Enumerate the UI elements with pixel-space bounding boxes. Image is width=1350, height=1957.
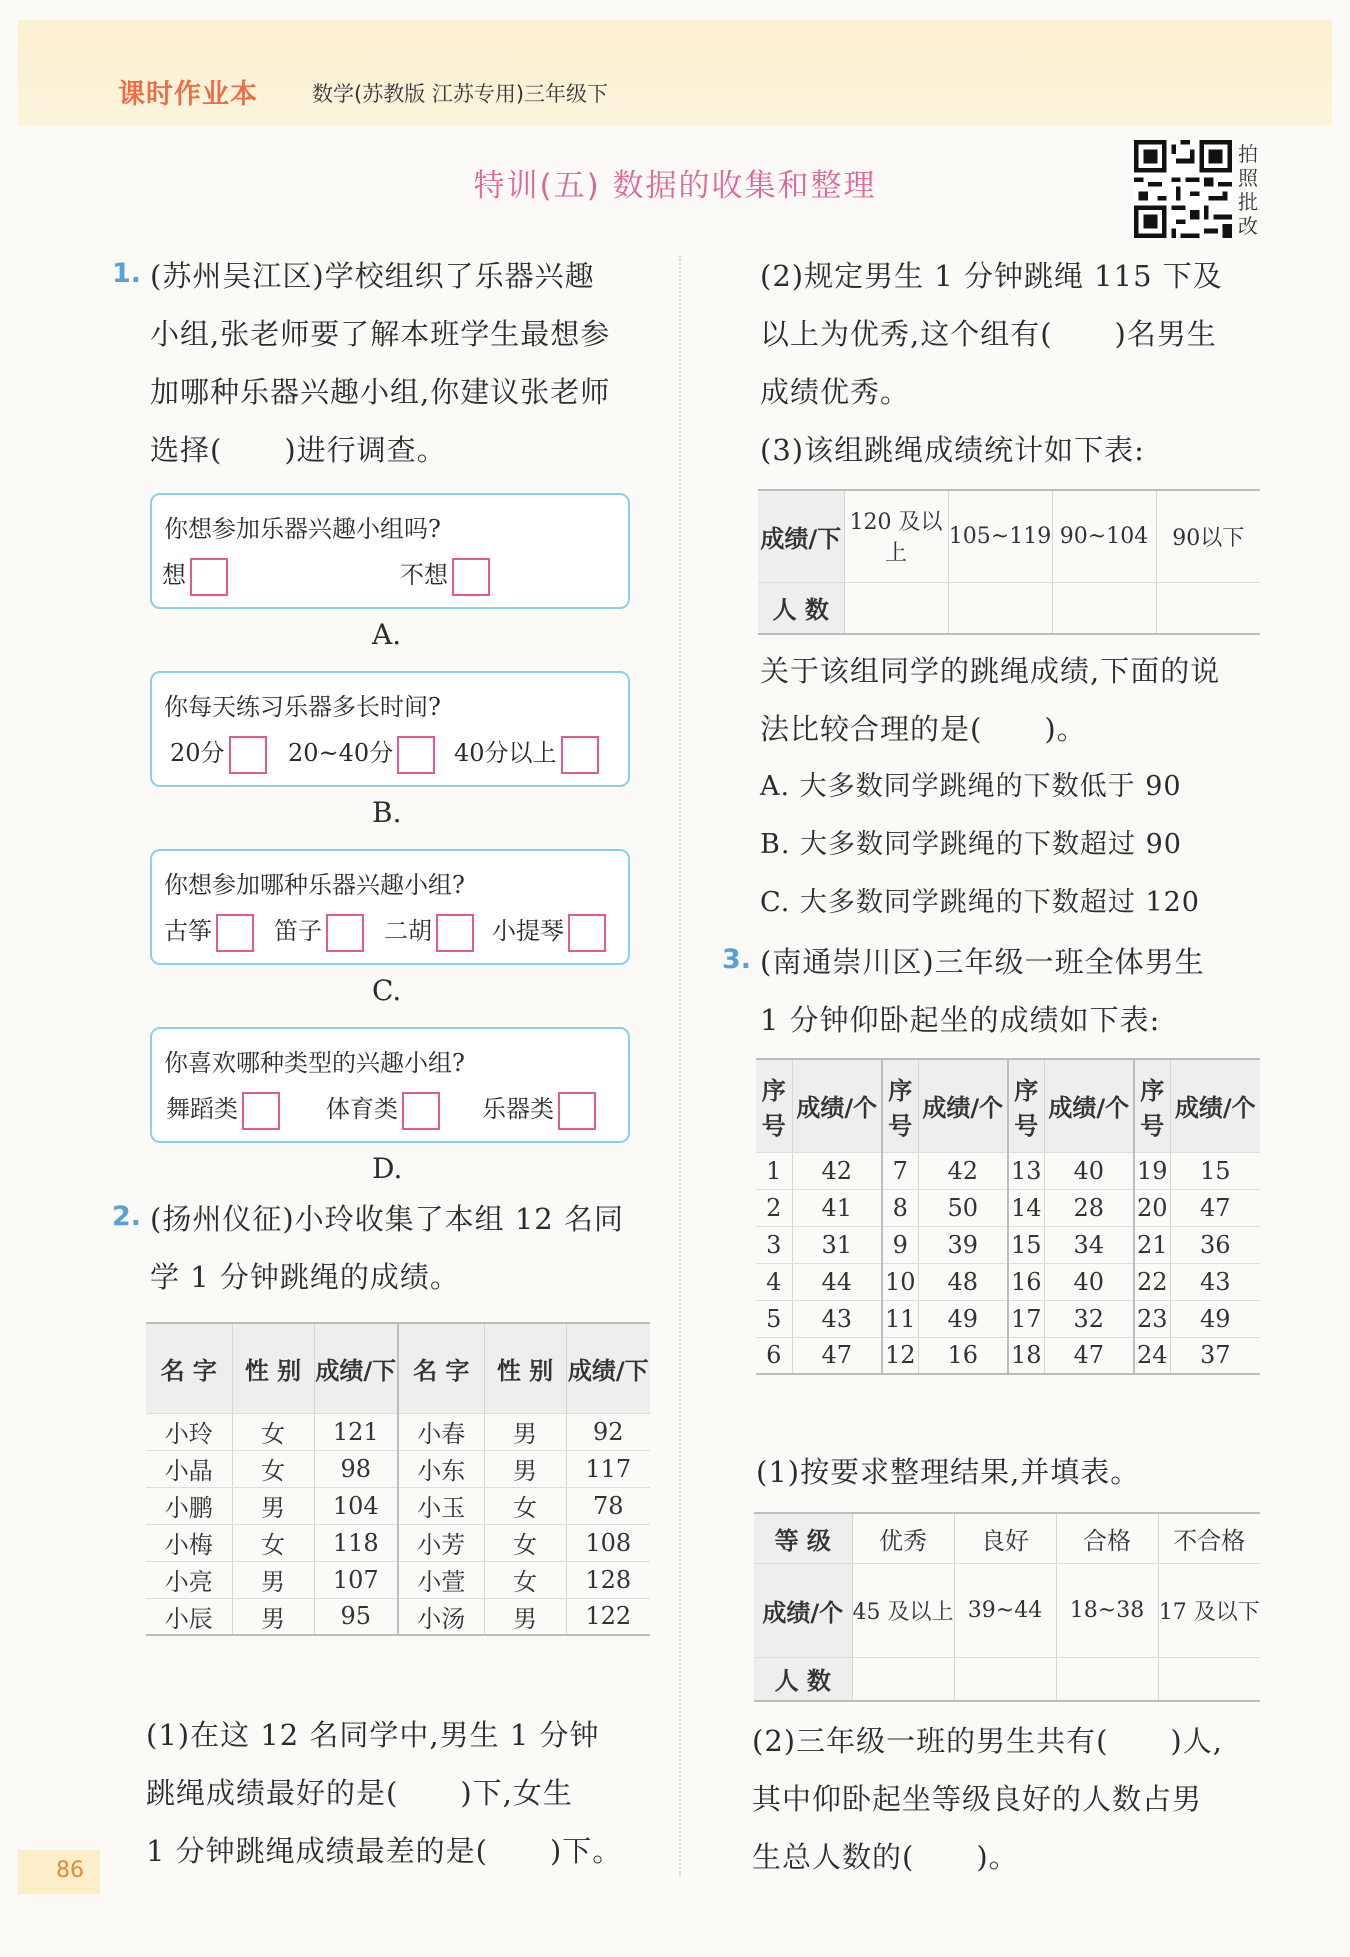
question-number: 1. <box>112 258 142 289</box>
table-cell: 24 <box>1134 1337 1170 1374</box>
jump-rope-table: 名 字 性 别 成绩/下 名 字 性 别 成绩/下 小玲 女 121 小春 男 92 小晶 女 98 小东 男 117 小鹏 男 104 小玉 女 78 小梅 女 118 小芳 女 108 小亮 男 107 小萱 女 128 小辰 男 95 小汤 男 122 <box>146 1322 650 1636</box>
table-cell: 1 <box>756 1152 792 1189</box>
table-row <box>756 1263 1260 1300</box>
table-cell: 14 <box>1008 1189 1044 1226</box>
option-card-d: 你喜欢哪种类型的兴趣小组? 舞蹈类 体育类 乐器类 <box>150 1027 630 1143</box>
option-label: A. <box>372 618 402 651</box>
checkbox[interactable] <box>568 914 606 952</box>
table-cell: 98 <box>314 1450 398 1487</box>
table-cell: 小玉 <box>398 1487 484 1524</box>
checkbox[interactable] <box>190 558 228 596</box>
table-cell: 女 <box>232 1450 314 1487</box>
table-row <box>756 1189 1260 1226</box>
question-2-part-2: (2)规定男生 1 分钟跳绳 115 下及 以上为优秀,这个组有( )名男生 成绩优秀。 (3)该组跳绳成绩统计如下表: <box>760 259 1223 467</box>
table-cell: 10 <box>882 1263 918 1300</box>
checkbox[interactable] <box>402 1092 440 1130</box>
table-row <box>146 1413 650 1450</box>
checkbox[interactable] <box>561 736 599 774</box>
table-cell: 48 <box>918 1263 1008 1300</box>
table-cell: 小鹏 <box>146 1487 232 1524</box>
table-cell: 男 <box>232 1561 314 1598</box>
table-cell: 女 <box>484 1487 566 1524</box>
option-card-a: 你想参加乐器兴趣小组吗? 想 不想 <box>150 493 630 609</box>
table-cell: 16 <box>918 1337 1008 1374</box>
choice-c[interactable]: C. 大多数同学跳绳的下数超过 120 <box>760 887 1200 918</box>
table-cell: 小春 <box>398 1413 484 1450</box>
table-cell: 13 <box>1008 1152 1044 1189</box>
checkbox[interactable] <box>452 558 490 596</box>
fill-cell[interactable] <box>852 1657 954 1701</box>
table-cell: 49 <box>918 1300 1008 1337</box>
table-row <box>756 1300 1260 1337</box>
page-number: 86 <box>56 1858 84 1883</box>
table-row <box>146 1450 650 1487</box>
table-cell: 44 <box>792 1263 882 1300</box>
table-cell: 女 <box>232 1524 314 1561</box>
table-cell: 40 <box>1044 1152 1134 1189</box>
table-cell: 39 <box>918 1226 1008 1263</box>
table-cell: 36 <box>1170 1226 1260 1263</box>
book-title: 数学(苏教版 江苏专用)三年级下 <box>312 82 609 106</box>
table-cell: 42 <box>792 1152 882 1189</box>
option-label: B. <box>372 796 402 829</box>
table-cell: 104 <box>314 1487 398 1524</box>
table-header-cell: 成绩/个 <box>918 1059 1008 1152</box>
table-cell: 128 <box>566 1561 650 1598</box>
checkbox[interactable] <box>229 736 267 774</box>
table-cell: 小汤 <box>398 1598 484 1635</box>
column-divider <box>679 256 681 1876</box>
table-cell: 6 <box>756 1337 792 1374</box>
table-cell: 47 <box>1044 1337 1134 1374</box>
table-cell: 41 <box>792 1189 882 1226</box>
fill-cell[interactable] <box>1156 582 1260 634</box>
table-row <box>756 1226 1260 1263</box>
table-cell: 小梅 <box>146 1524 232 1561</box>
score-summary-table: 成绩/下 120 及以上 105~119 90~104 90以下 人 数 <box>758 489 1260 635</box>
page-title: 特训(五) 数据的收集和整理 <box>473 168 877 204</box>
table-header-cell: 成绩/个 <box>1044 1059 1134 1152</box>
table-cell: 18 <box>1008 1337 1044 1374</box>
page-number-badge <box>18 1850 100 1894</box>
situp-score-table <box>756 1058 1260 1375</box>
table-cell: 28 <box>1044 1189 1134 1226</box>
table-cell: 95 <box>314 1598 398 1635</box>
table-header-cell: 序号 <box>882 1059 918 1152</box>
table-cell: 47 <box>1170 1189 1260 1226</box>
table-cell: 男 <box>232 1487 314 1524</box>
table-cell: 小芳 <box>398 1524 484 1561</box>
table-header-cell: 成绩/个 <box>792 1059 882 1152</box>
brand-title: 课时作业本 <box>118 79 258 110</box>
table-cell: 小东 <box>398 1450 484 1487</box>
checkbox[interactable] <box>326 914 364 952</box>
table-header-cell: 序号 <box>756 1059 792 1152</box>
table-cell: 31 <box>792 1226 882 1263</box>
question-2-part-3: 关于该组同学的跳绳成绩,下面的说 法比较合理的是( )。 A. 大多数同学跳绳的下数低于 90 B. 大多数同学跳绳的下数超过 90 C. 大多数同学跳绳的下数超过 120 <box>760 642 1280 932</box>
table-cell: 9 <box>882 1226 918 1263</box>
table-cell: 16 <box>1008 1263 1044 1300</box>
table-cell: 7 <box>882 1152 918 1189</box>
table-header-cell: 序号 <box>1008 1059 1044 1152</box>
table-cell: 23 <box>1134 1300 1170 1337</box>
table-cell: 34 <box>1044 1226 1134 1263</box>
table-cell: 22 <box>1134 1263 1170 1300</box>
table-cell: 42 <box>918 1152 1008 1189</box>
table-cell: 小辰 <box>146 1598 232 1635</box>
table-row <box>146 1487 650 1524</box>
question-2-part-1: (1)在这 12 名同学中,男生 1 分钟 跳绳成绩最好的是( )下,女生 1 分钟跳绳成绩最差的是( )下。 <box>146 1718 623 1868</box>
question-3-text: (南通崇川区)三年级一班全体男生 1 分钟仰卧起坐的成绩如下表: <box>760 945 1205 1037</box>
checkbox[interactable] <box>558 1092 596 1130</box>
choice-b[interactable]: B. 大多数同学跳绳的下数超过 90 <box>760 829 1182 860</box>
table-cell: 107 <box>314 1561 398 1598</box>
table-cell: 女 <box>484 1524 566 1561</box>
table-cell: 15 <box>1170 1152 1260 1189</box>
table-cell: 男 <box>232 1598 314 1635</box>
table-header-cell: 序号 <box>1134 1059 1170 1152</box>
table-cell: 37 <box>1170 1337 1260 1374</box>
table-cell: 19 <box>1134 1152 1170 1189</box>
table-row <box>756 1152 1260 1189</box>
choice-a[interactable]: A. 大多数同学跳绳的下数低于 90 <box>760 771 1182 802</box>
question-3-part-1: (1)按要求整理结果,并填表。 <box>756 1455 1141 1489</box>
fill-cell[interactable] <box>844 582 948 634</box>
question-number: 2. <box>112 1201 142 1232</box>
table-cell: 12 <box>882 1337 918 1374</box>
qr-caption: 拍 照 批 改 <box>1238 142 1258 238</box>
fill-cell[interactable] <box>1158 1657 1260 1701</box>
table-cell: 4 <box>756 1263 792 1300</box>
question-3-part-2: (2)三年级一班的男生共有( )人, 其中仰卧起坐等级良好的人数占男 生总人数的( )。 <box>752 1724 1223 1874</box>
checkbox[interactable] <box>216 914 254 952</box>
table-row <box>756 1337 1260 1374</box>
table-cell: 8 <box>882 1189 918 1226</box>
table-cell: 122 <box>566 1598 650 1635</box>
table-cell: 15 <box>1008 1226 1044 1263</box>
option-label: D. <box>372 1152 403 1185</box>
table-header-cell: 成绩/个 <box>1170 1059 1260 1152</box>
table-cell: 40 <box>1044 1263 1134 1300</box>
table-cell: 108 <box>566 1524 650 1561</box>
grade-table: 等 级 优秀 良好 合格 不合格 成绩/个 45 及以上 39~44 18~38 17 及以下 人 数 <box>754 1512 1260 1702</box>
table-row <box>146 1524 650 1561</box>
fill-cell[interactable] <box>948 582 1052 634</box>
option-label: C. <box>372 974 402 1007</box>
table-cell: 43 <box>792 1300 882 1337</box>
table-cell: 小晶 <box>146 1450 232 1487</box>
table-cell: 女 <box>232 1413 314 1450</box>
table-cell: 5 <box>756 1300 792 1337</box>
table-cell: 2 <box>756 1189 792 1226</box>
fill-cell[interactable] <box>1052 582 1156 634</box>
table-cell: 43 <box>1170 1263 1260 1300</box>
table-cell: 小亮 <box>146 1561 232 1598</box>
table-cell: 121 <box>314 1413 398 1450</box>
table-cell: 49 <box>1170 1300 1260 1337</box>
table-cell: 20 <box>1134 1189 1170 1226</box>
table-cell: 男 <box>484 1598 566 1635</box>
table-cell: 小玲 <box>146 1413 232 1450</box>
checkbox[interactable] <box>242 1092 280 1130</box>
table-cell: 女 <box>484 1561 566 1598</box>
table-cell: 17 <box>1008 1300 1044 1337</box>
checkbox[interactable] <box>397 736 435 774</box>
table-cell: 117 <box>566 1450 650 1487</box>
table-cell: 男 <box>484 1413 566 1450</box>
question-number: 3. <box>722 944 752 975</box>
table-cell: 小萱 <box>398 1561 484 1598</box>
table-cell: 3 <box>756 1226 792 1263</box>
checkbox[interactable] <box>436 914 474 952</box>
table-cell: 32 <box>1044 1300 1134 1337</box>
table-cell: 男 <box>484 1450 566 1487</box>
option-card-c: 你想参加哪种乐器兴趣小组? 古筝 笛子 二胡 小提琴 <box>150 849 630 965</box>
table-cell: 47 <box>792 1337 882 1374</box>
option-card-b: 你每天练习乐器多长时间? 20分 20~40分 40分以上 <box>150 671 630 787</box>
table-cell: 50 <box>918 1189 1008 1226</box>
qr-code-icon[interactable] <box>1134 140 1232 238</box>
table-row <box>146 1561 650 1598</box>
table-cell: 78 <box>566 1487 650 1524</box>
question-1-text: (苏州吴江区)学校组织了乐器兴趣 小组,张老师要了解本班学生最想参 加哪种乐器兴趣小组,你建议张老师 选择( )进行调查。 <box>150 259 611 467</box>
question-2-text: (扬州仪征)小玲收集了本组 12 名同 学 1 分钟跳绳的成绩。 <box>150 1202 624 1294</box>
table-cell: 21 <box>1134 1226 1170 1263</box>
table-row <box>146 1598 650 1635</box>
fill-cell[interactable] <box>954 1657 1056 1701</box>
fill-cell[interactable] <box>1056 1657 1158 1701</box>
table-cell: 118 <box>314 1524 398 1561</box>
table-cell: 11 <box>882 1300 918 1337</box>
table-cell: 92 <box>566 1413 650 1450</box>
